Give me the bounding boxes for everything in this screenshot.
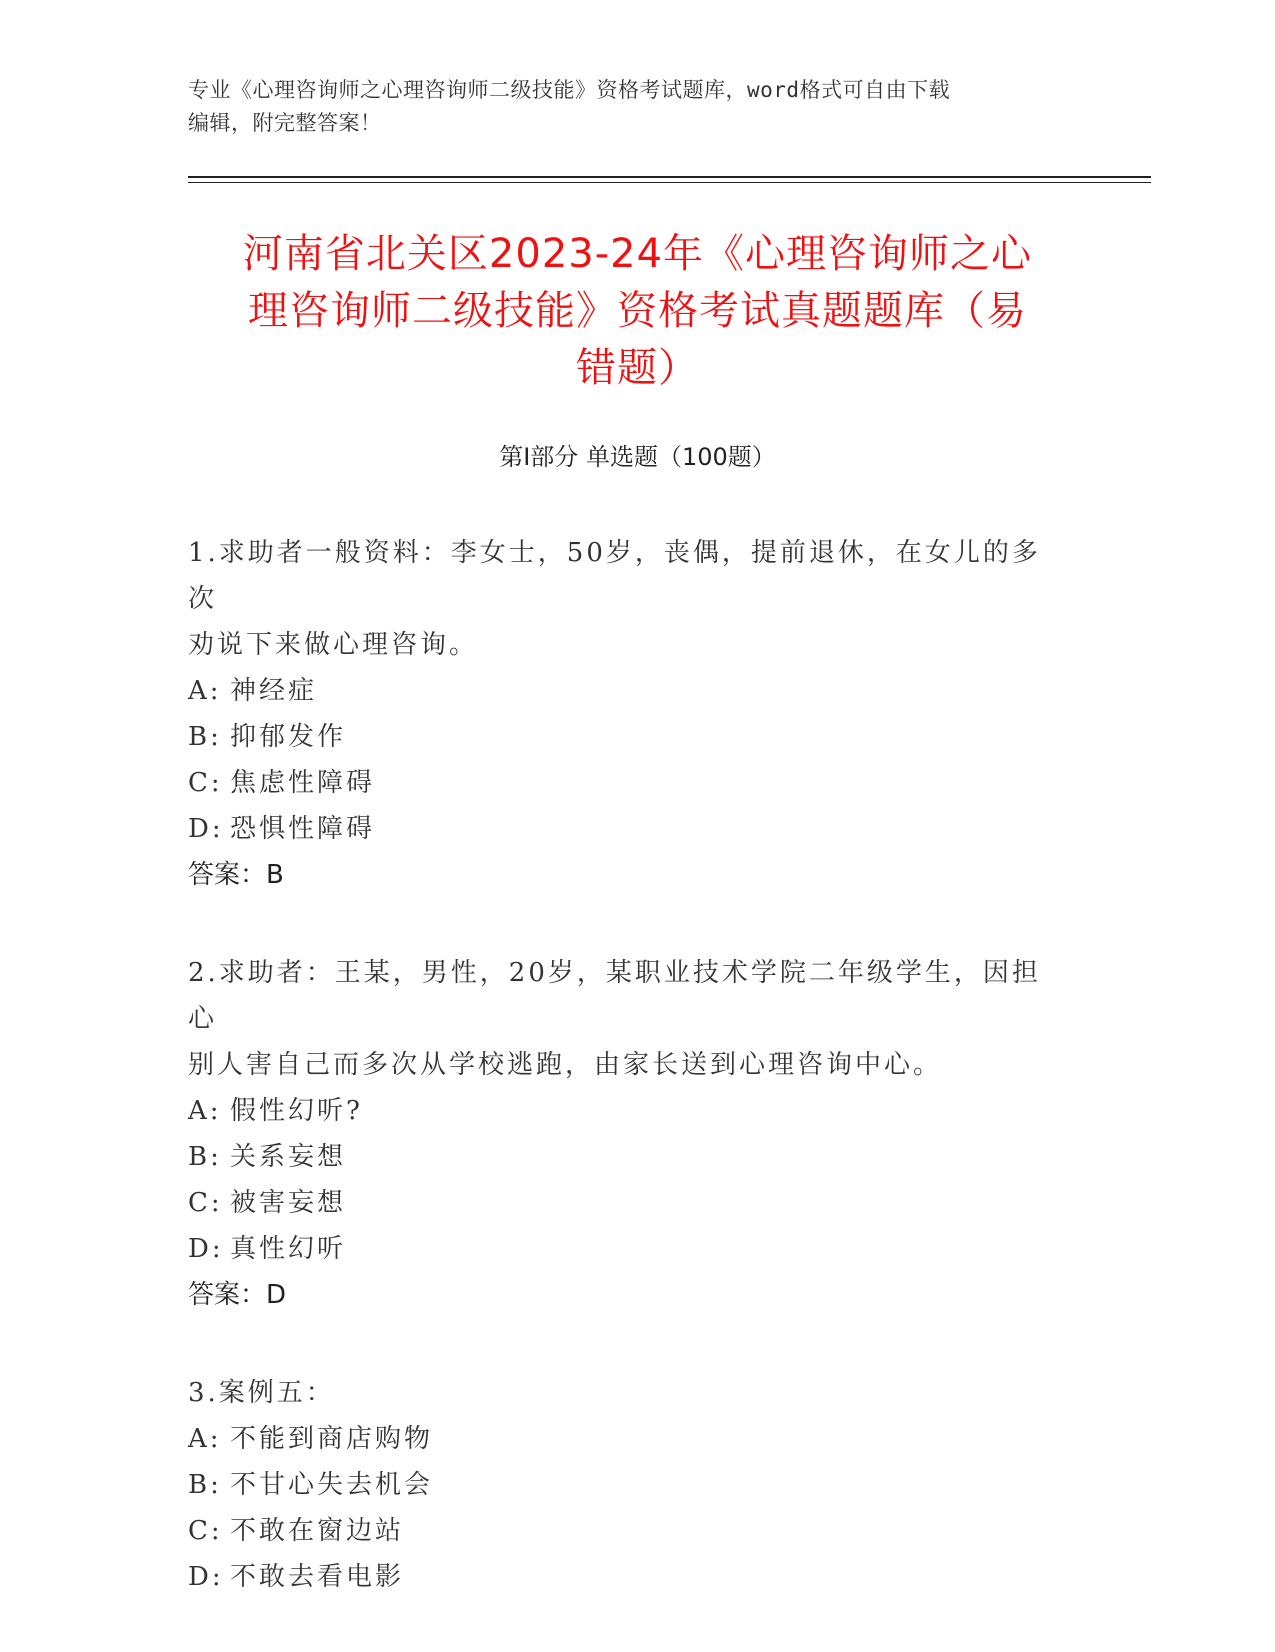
option-b <box>188 714 1068 760</box>
option-letter: A: <box>188 1096 222 1126</box>
option-letter: C: <box>188 1516 223 1546</box>
document-title-line-1: 河南省北关区2023-24年《心理咨询师之心 <box>242 231 1033 277</box>
question-3 <box>188 1370 1068 1600</box>
option-letter: B: <box>188 1142 222 1172</box>
option-letter: A: <box>188 676 222 706</box>
question-stem-line: 劝说下来做心理咨询。 <box>188 630 479 660</box>
option-d <box>188 1554 1068 1600</box>
option-text: 抑郁发作 <box>230 722 347 752</box>
option-text: 恐惧性障碍 <box>230 814 376 844</box>
header-note <box>188 74 1088 140</box>
option-text: 真性幻听 <box>230 1234 347 1264</box>
section-heading: 第Ⅰ部分 单选题（100题） <box>499 443 776 471</box>
option-letter: B: <box>188 1470 222 1500</box>
option-text: 被害妄想 <box>230 1188 347 1218</box>
question-1 <box>188 530 1068 898</box>
option-text: 关系妄想 <box>230 1142 347 1172</box>
option-letter: D: <box>188 1234 224 1264</box>
option-c <box>188 1508 1068 1554</box>
option-text: 不敢去看电影 <box>230 1562 405 1592</box>
document-title <box>190 226 1085 397</box>
header-note-line-1: 专业《心理咨询师之心理咨询师二级技能》资格考试题库，word格式可自由下载 <box>188 78 951 102</box>
option-c <box>188 1180 1068 1226</box>
option-a <box>188 668 1068 714</box>
answer-label: 答案：B <box>188 860 284 890</box>
option-letter: C: <box>188 768 223 798</box>
option-text: 神经症 <box>230 676 318 706</box>
question-list <box>188 530 1068 1652</box>
question-2 <box>188 950 1068 1318</box>
option-letter: A: <box>188 1424 222 1454</box>
option-b <box>188 1134 1068 1180</box>
option-text: 不甘心失去机会 <box>230 1470 434 1500</box>
option-d <box>188 806 1068 852</box>
header-note-line-2: 编辑，附完整答案！ <box>188 111 382 135</box>
header-divider-thin <box>188 182 1151 183</box>
option-text: 不敢在窗边站 <box>230 1516 405 1546</box>
option-a <box>188 1088 1068 1134</box>
question-stem-line: 3.案例五： <box>188 1378 335 1408</box>
option-text: 假性幻听? <box>230 1096 363 1126</box>
option-b <box>188 1462 1068 1508</box>
option-text: 焦虑性障碍 <box>230 768 376 798</box>
option-c <box>188 760 1068 806</box>
option-letter: D: <box>188 1562 224 1592</box>
option-a <box>188 1416 1068 1462</box>
header-divider-thick <box>188 176 1151 178</box>
option-letter: C: <box>188 1188 223 1218</box>
option-d <box>188 1226 1068 1272</box>
document-title-line-2: 理咨询师二级技能》资格考试真题题库（易 <box>248 288 1027 334</box>
question-stem-line: 2.求助者：王某，男性，20岁，某职业技术学院二年级学生，因担心 <box>188 958 1041 1034</box>
option-text: 不能到商店购物 <box>230 1424 434 1454</box>
document-title-line-3: 错题） <box>576 345 699 391</box>
answer-label: 答案：D <box>188 1280 287 1310</box>
option-letter: B: <box>188 722 222 752</box>
question-stem-line: 1.求助者一般资料：李女士，50岁，丧偶，提前退休，在女儿的多次 <box>188 538 1041 614</box>
question-stem-line: 别人害自己而多次从学校逃跑，由家长送到心理咨询中心。 <box>188 1050 943 1080</box>
option-letter: D: <box>188 814 224 844</box>
